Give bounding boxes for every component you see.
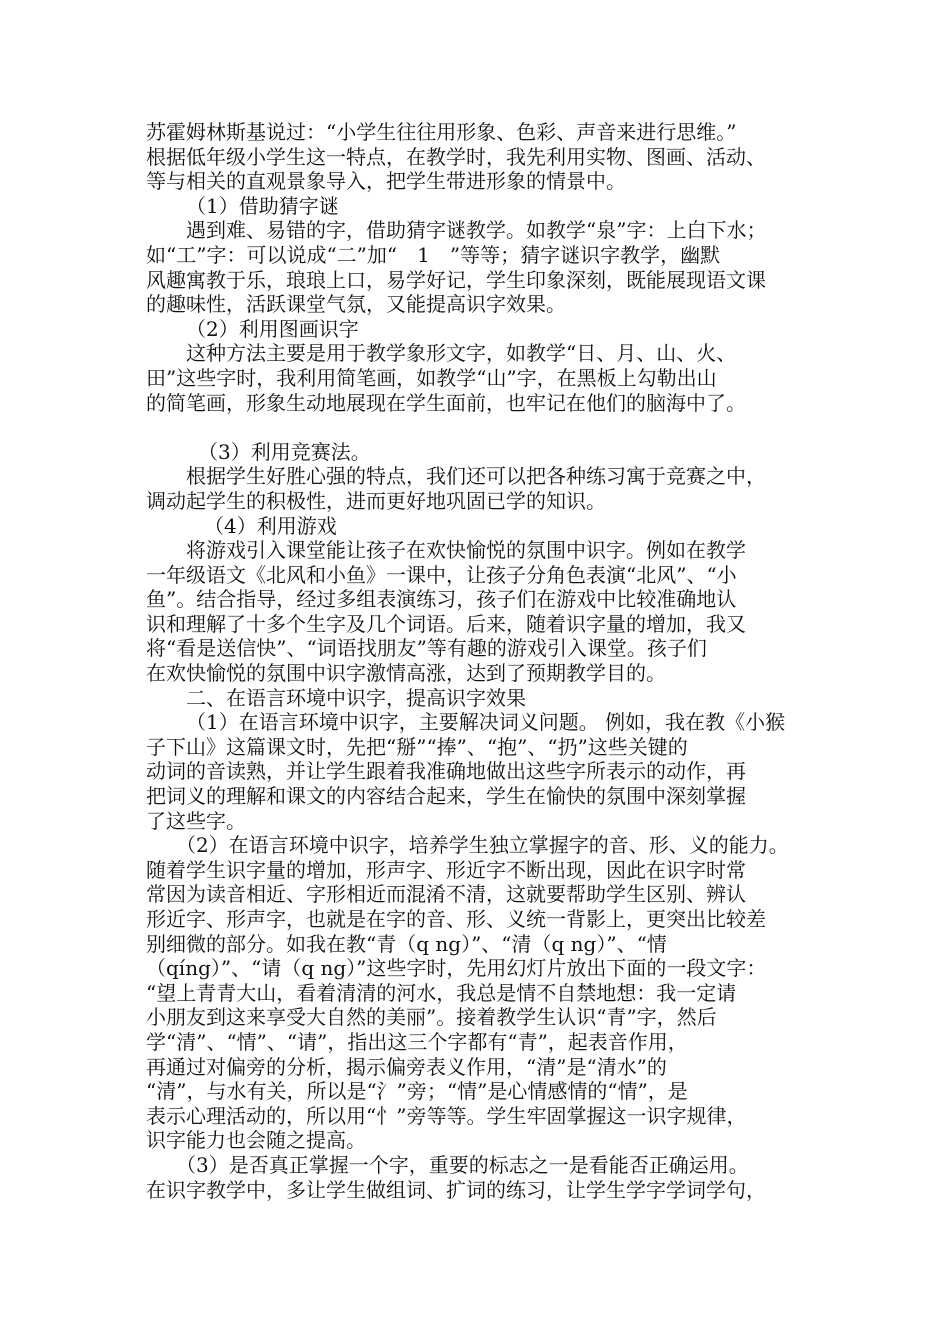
paragraph-line: 根据低年级小学生这一特点，在教学时，我先利用实物、图画、活动、 xyxy=(146,144,766,169)
paragraph-line: 在欢快愉悦的氛围中识字激情高涨，达到了预期教学目的。 xyxy=(146,661,666,686)
section-heading: （2）利用图画识字 xyxy=(186,316,359,341)
paragraph-line: 的趣味性，活跃课堂气氛，又能提高识字效果。 xyxy=(146,292,566,317)
paragraph-line: （qíng）”、“请（q ng）”这些字时，先用幻灯片放出下面的一段文字： xyxy=(146,956,767,981)
paragraph-line: 子下山》这篇课文时，先把“掰”“捧”、“抱”、“扔”这些关键的 xyxy=(146,734,688,759)
paragraph-line: 调动起学生的积极性，进而更好地巩固已学的知识。 xyxy=(146,488,606,513)
paragraph-line: 的简笔画，形象生动地展现在学生面前，也牢记在他们的脑海中了。 xyxy=(146,390,746,415)
paragraph-line: （3）是否真正掌握一个字，重要的标志之一是看能否正确运用。 xyxy=(176,1152,749,1177)
paragraph-line: 遇到难、易错的字，借助猜字谜教学。如教学“泉”字：上白下水； xyxy=(186,218,767,243)
paragraph-line: “望上青青大山，看着清清的河水，我总是情不自禁地想：我一定请 xyxy=(146,980,737,1005)
section-heading: 二、在语言环境中识字，提高识字效果 xyxy=(186,685,526,710)
paragraph-line: 学“清”、“情”、“请”，指出这三个字都有“青”，起表音作用， xyxy=(146,1029,688,1054)
paragraph-line: 把词义的理解和课文的内容结合起来，学生在愉快的氛围中深刻掌握 xyxy=(146,784,746,809)
blank-line xyxy=(146,415,814,440)
paragraph-line: 根据学生好胜心强的特点，我们还可以把各种练习寓于竞赛之中， xyxy=(186,464,766,489)
section-heading: （3）利用竞赛法。 xyxy=(198,439,371,464)
paragraph-line: 一年级语文《北风和小鱼》一课中，让孩子分角色表演“北风”、“小 xyxy=(146,562,737,587)
paragraph-line: 田”这些字时，我利用简笔画，如教学“山”字，在黑板上勾勒出山 xyxy=(146,365,717,390)
paragraph-line: 将游戏引入课堂能让孩子在欢快愉悦的氛围中识字。例如在教学 xyxy=(186,538,746,563)
paragraph-line: 了这些字。 xyxy=(146,808,246,833)
section-heading: （1）借助猜字谜 xyxy=(186,193,339,218)
paragraph-line: （1）在语言环境中识字，主要解决词义问题。 例如，我在教《小猴 xyxy=(186,710,786,735)
paragraph-line: 如“工”字：可以说成“二”加“ 1 ”等等；猜字谜识字教学，幽默 xyxy=(146,242,721,267)
paragraph-line: 动词的音读熟，并让学生跟着我准确地做出这些字所表示的动作，再 xyxy=(146,759,746,784)
paragraph-line: “清”，与水有关，所以是“氵”旁；“情”是心情感情的“情”，是 xyxy=(146,1079,688,1104)
paragraph-line: 苏霍姆林斯基说过：“小学生往往用形象、色彩、声音来进行思维。” xyxy=(146,120,737,144)
paragraph-line: 在识字教学中，多让学生做组词、扩词的练习，让学生学字学词学句， xyxy=(146,1177,766,1202)
paragraph-line: 别细微的部分。如我在教“青（q ng）”、“清（q ng）”、“情 xyxy=(146,931,667,956)
paragraph-line: 识字能力也会随之提高。 xyxy=(146,1128,366,1153)
paragraph-line: 表示心理活动的，所以用“忄”旁等等。学生牢固掌握这一识字规律， xyxy=(146,1103,747,1128)
paragraph-line: 等与相关的直观景象导入，把学生带进形象的情景中。 xyxy=(146,169,626,194)
paragraph-line: 随着学生识字量的增加，形声字、形近字不断出现，因此在识字时常 xyxy=(146,857,746,882)
paragraph-line: 将“看是送信快”、“词语找朋友”等有趣的游戏引入课堂。孩子们 xyxy=(146,636,707,661)
paragraph-line: 鱼”。结合指导，经过多组表演练习，孩子们在游戏中比较准确地认 xyxy=(146,587,737,612)
paragraph-line: 再通过对偏旁的分析，揭示偏旁表义作用，“清”是“清水”的 xyxy=(146,1054,667,1079)
document-body xyxy=(146,120,814,1202)
paragraph-line: 形近字、形声字，也就是在字的音、形、义统一背影上，更突出比较差 xyxy=(146,907,766,931)
paragraph-line: 风趣寓教于乐，琅琅上口，易学好记，学生印象深刻，既能展现语文课 xyxy=(146,267,766,292)
section-heading: （4）利用游戏 xyxy=(204,513,337,538)
paragraph-line: 这种方法主要是用于教学象形文字，如教学“日、月、山、火、 xyxy=(186,341,737,366)
paragraph-line: 小朋友到这来享受大自然的美丽”。接着教学生认识“青”字，然后 xyxy=(146,1005,717,1030)
paragraph-line: （2）在语言环境中识字，培养学生独立掌握字的音、形、义的能力。 xyxy=(176,833,789,858)
paragraph-line: 常因为读音相近、字形相近而混淆不清，这就要帮助学生区别、辨认 xyxy=(146,882,746,907)
paragraph-line: 识和理解了十多个生字及几个词语。后来，随着识字量的增加，我又 xyxy=(146,611,746,636)
